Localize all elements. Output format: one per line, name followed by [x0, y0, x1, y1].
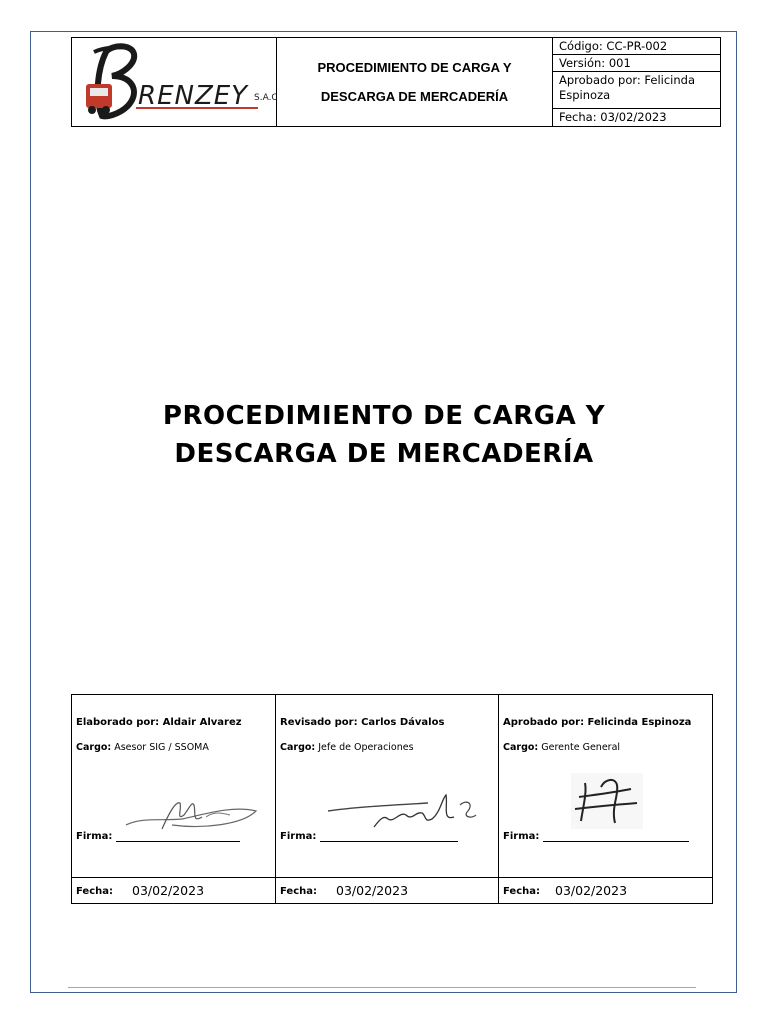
main-title-line1: PROCEDIMIENTO DE CARGA Y: [162, 401, 606, 431]
fecha-cell-elaborado: [72, 878, 276, 903]
header-title-line1: PROCEDIMIENTO DE CARGA Y: [317, 60, 512, 75]
brenzey-logo-icon: [72, 38, 276, 126]
svg-text:S.A.C: S.A.C: [254, 93, 276, 103]
header-title: [277, 38, 553, 126]
signature-cell-revisado: [276, 695, 499, 877]
header-title-line2: DESCARGA DE MERCADERÍA: [320, 89, 509, 104]
main-title-line2: DESCARGA DE MERCADERÍA: [174, 439, 594, 469]
signature-table: [71, 694, 713, 904]
cargo-text: Cargo: Asesor SIG / SSOMA: [76, 742, 209, 753]
signature-revisado-icon: [324, 791, 484, 835]
footer-divider: [68, 987, 696, 988]
aprobado-cell: Aprobado por: Felicinda Espinoza: [553, 72, 720, 109]
firma-label: Firma:: [503, 831, 689, 842]
signature-elaborado-icon: [122, 795, 262, 835]
signature-row: [72, 695, 712, 878]
fecha-label: Fecha:: [76, 886, 114, 897]
codigo-cell: Código: CC-PR-002: [553, 38, 720, 55]
firma-label: Firma:: [280, 831, 458, 842]
role-label: Revisado por: Carlos Dávalos: [280, 717, 445, 728]
fecha-label: Fecha:: [280, 886, 318, 897]
cargo-text: Cargo: Gerente General: [503, 742, 621, 753]
role-label: Elaborado por: Aldair Alvarez: [76, 717, 242, 728]
main-title: [71, 397, 697, 473]
header-meta: [553, 38, 720, 126]
signature-cell-aprobado: [499, 695, 712, 877]
role-label: Aprobado por: Felicinda Espinoza: [503, 717, 692, 728]
fecha-cell-revisado: [276, 878, 499, 903]
fecha-value: 03/02/2023: [132, 883, 205, 898]
fecha-row: [72, 878, 712, 903]
fecha-cell-aprobado: [499, 878, 712, 903]
fecha-cell: Fecha: 03/02/2023: [559, 110, 667, 124]
version-cell: Versión: 001: [553, 55, 720, 72]
signature-cell-elaborado: [72, 695, 276, 877]
company-logo: [72, 38, 277, 126]
fecha-label: Fecha:: [503, 886, 541, 897]
fecha-value: 03/02/2023: [336, 883, 409, 898]
cargo-text: Cargo: Jefe de Operaciones: [280, 742, 414, 753]
svg-text:RENZEY: RENZEY: [138, 81, 249, 111]
fecha-value: 03/02/2023: [555, 883, 628, 898]
document-header: [71, 37, 721, 127]
firma-label: Firma:: [76, 831, 240, 842]
signature-aprobado-icon: [571, 773, 643, 829]
